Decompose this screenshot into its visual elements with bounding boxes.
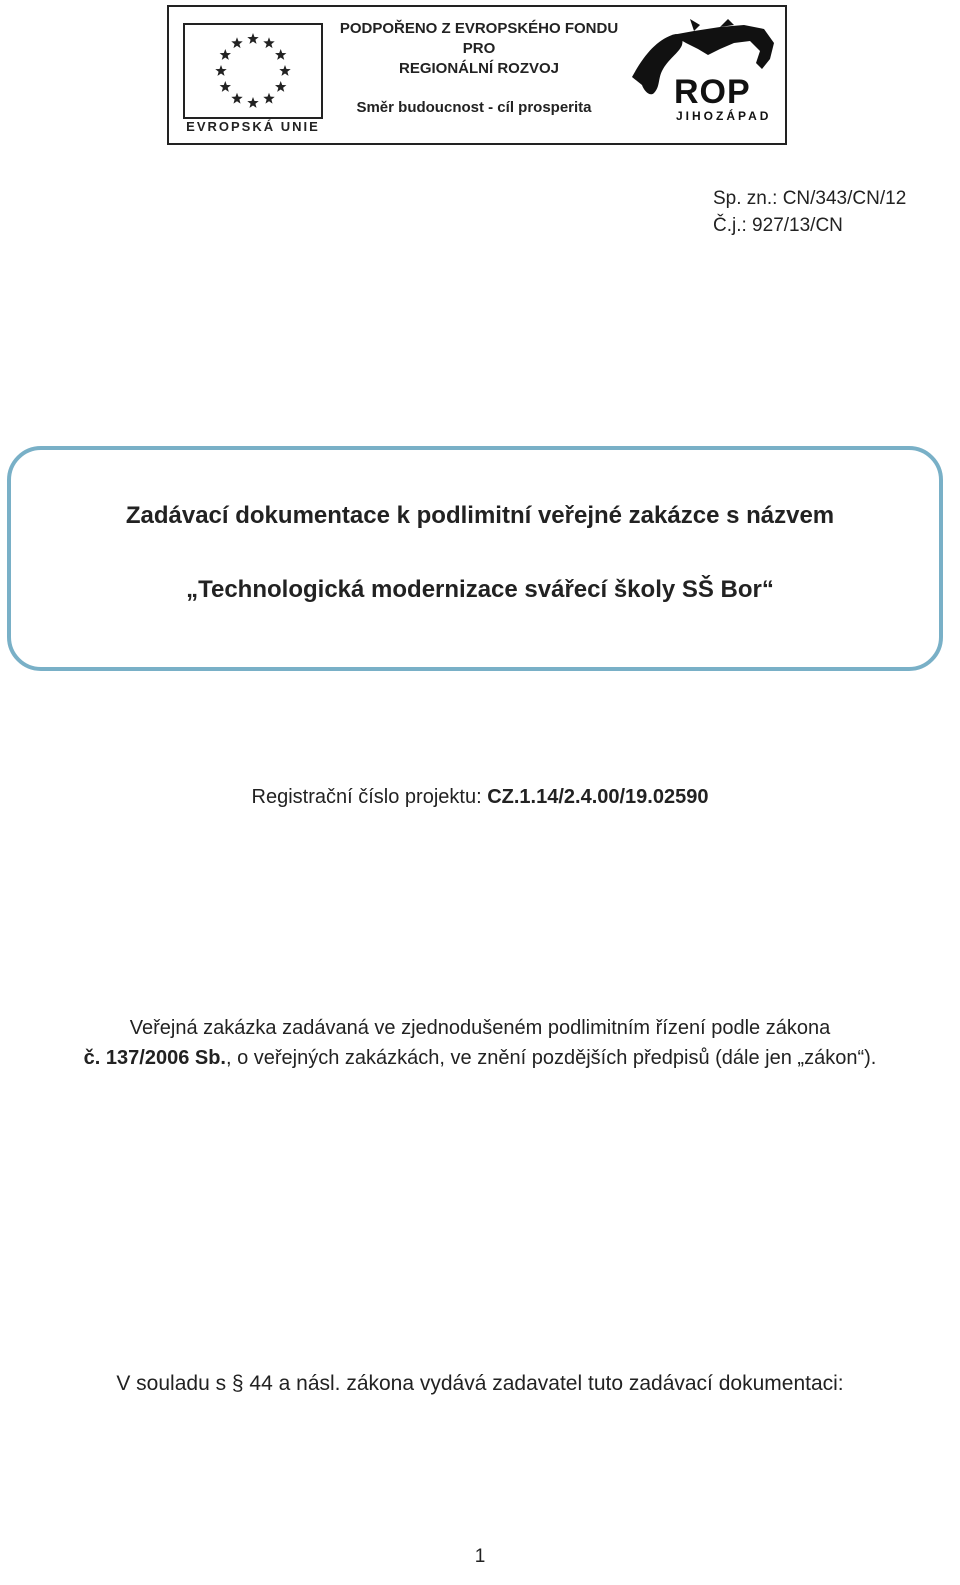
registration-label: Registrační číslo projektu: xyxy=(251,786,488,808)
reference-numbers xyxy=(713,185,906,239)
fund-text xyxy=(329,19,629,79)
document-number: Č.j.: 927/13/CN xyxy=(713,215,843,236)
accordance-statement: V souladu s § 44 a násl. zákona vydává zadavatel tuto zadávací dokumentaci: xyxy=(116,1372,844,1395)
registration-number: CZ.1.14/2.4.00/19.02590 xyxy=(487,786,709,808)
eu-caption: EVROPSKÁ UNIE xyxy=(186,119,320,134)
eu-star xyxy=(247,33,258,44)
eu-star xyxy=(231,37,242,48)
fund-line-2: PRO xyxy=(462,40,496,57)
registration-number-line xyxy=(0,786,960,809)
title-frame xyxy=(7,446,943,671)
fund-line-1: PODPOŘENO Z EVROPSKÉHO FONDU xyxy=(339,20,619,37)
contract-name: „Technologická modernizace svářecí školy SŠ Bor“ xyxy=(186,576,774,603)
intro-line-1: Veřejná zakázka zadávaná ve zjednodušeném podlimitním řízení podle zákona xyxy=(129,1017,831,1039)
funding-logo-banner xyxy=(167,5,787,145)
fund-motto: Směr budoucnost - cíl prosperita xyxy=(356,99,592,116)
eu-star xyxy=(247,97,258,108)
eu-star xyxy=(263,93,274,104)
eu-star xyxy=(220,49,231,60)
eu-star xyxy=(263,37,274,48)
rop-wordmark: ROP xyxy=(674,73,751,111)
eu-star xyxy=(275,81,286,92)
page-number: 1 xyxy=(474,1546,486,1567)
eu-star xyxy=(279,65,290,76)
eu-star xyxy=(215,65,226,76)
intro-line-2 xyxy=(0,1043,960,1073)
eu-flag-icon xyxy=(183,23,323,119)
fund-line-3: REGIONÁLNÍ ROZVOJ xyxy=(398,60,559,77)
file-number: Sp. zn.: CN/343/CN/12 xyxy=(713,188,907,209)
rop-region: JIHOZÁPAD xyxy=(676,109,772,123)
law-reference: č. 137/2006 Sb. xyxy=(83,1047,226,1069)
eu-star xyxy=(220,81,231,92)
intro-line-2-rest: , o veřejných zakázkách, ve znění pozdějších předpisů (dále jen „zákon“). xyxy=(225,1047,877,1069)
eu-star xyxy=(275,49,286,60)
eu-star xyxy=(231,93,242,104)
document-title: Zadávací dokumentace k podlimitní veřejné zakázce s názvem xyxy=(125,502,835,529)
intro-paragraph xyxy=(0,1013,960,1073)
